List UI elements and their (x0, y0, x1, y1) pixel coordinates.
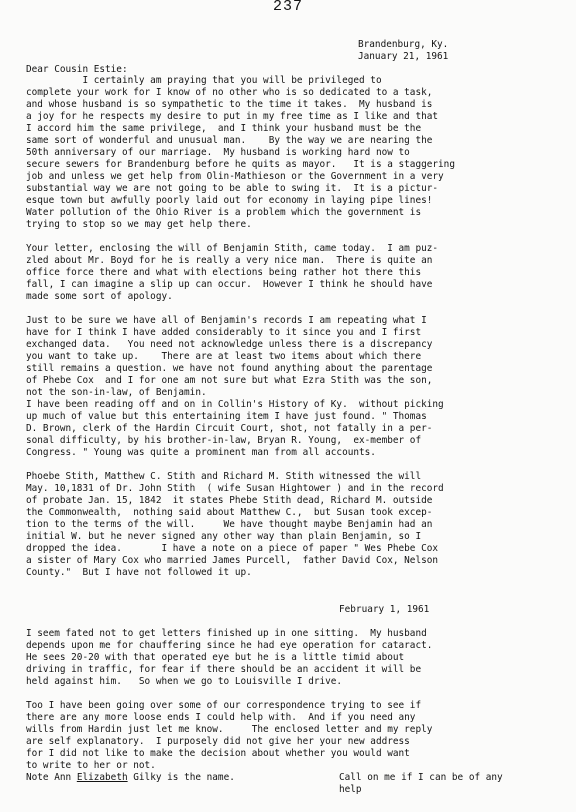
text-line: for I did not like to make the decision about whether you would want (26, 748, 410, 759)
text-line: complete your work for I know of no other who is so dedicated to a task, (26, 87, 433, 98)
note-suffix: Gilky is the name. (127, 772, 235, 783)
text-line: D. Brown, clerk of the Hardin Circuit Court, shot, not fatally in a per- (26, 423, 433, 434)
text-line: May. 10,1831 of Dr. John Stith ( wife Susan Hightower ) and in the record (26, 483, 444, 494)
text-line: Congress. " Young was quite a prominent man from all accounts. (26, 447, 376, 458)
closing-line-2: help (339, 784, 362, 795)
text-line: zled about Mr. Boyd for he is really a very nice man. There is quite an (26, 255, 433, 266)
page-number: 237 (272, 0, 303, 15)
second-date: February 1, 1961 (339, 604, 430, 615)
text-line: still remains a question. we have not found anything about the parentage (26, 363, 433, 374)
text-line: substantial way we are not going to be able to swing it. It is a pictur- (26, 183, 439, 194)
text-line: held against him. So when we go to Louisville I drive. (26, 676, 343, 687)
text-line: the Commonwealth, nothing said about Matthew C., but Susan took excep- (26, 507, 433, 518)
note-line (26, 772, 235, 784)
text-line: He sees 20-20 with that operated eye but he is a little timid about (26, 652, 405, 663)
letter-place: Brandenburg, Ky. (358, 39, 449, 50)
text-line: job and unless we get help from Olin-Mathieson or the Government in a very (26, 171, 444, 182)
text-line: Your letter, enclosing the will of Benjamin Stith, came today. I am puz- (26, 243, 439, 254)
text-line: and whose husband is so sympathetic to the time it takes. My husband is (26, 99, 433, 110)
text-line: of probate Jan. 15, 1842 it states Phebe Stith dead, Richard M. outside (26, 495, 433, 506)
text-line: have for I think I have added considerably to it since you and I first (26, 327, 422, 338)
text-line: to write to her or not. (26, 760, 156, 771)
letter-date: January 21, 1961 (358, 51, 449, 62)
text-line: driving in traffic, for fear if there should be an accident it will be (26, 664, 422, 675)
text-line: dropped the idea. I have a note on a piece of paper " Wes Phebe Cox (26, 543, 439, 554)
text-line: exchanged data. You need not acknowledge unless there is a discrepancy (26, 339, 433, 350)
text-line: County." But I have not followed it up. (26, 567, 252, 578)
text-line: office force there and what with elections being rather hot there this (26, 267, 422, 278)
text-line: initial W. but he never signed any other way than plain Benjamin, so I (26, 531, 422, 542)
text-line: there are any more loose ends I could help with. And if you need any (26, 712, 416, 723)
text-line: I accord him the same privilege, and I think your husband must be the (26, 123, 422, 134)
text-line: sonal difficulty, by his brother-in-law, Bryan R. Young, ex-member of (26, 435, 422, 446)
text-line: a sister of Mary Cox who married James Purcell, father David Cox, Nelson (26, 555, 439, 566)
text-line: esque town but awfully poorly laid out for economy in laying pipe lines! (26, 195, 433, 206)
closing-line-1: Call on me if I can be of any (339, 772, 503, 783)
text-line: not the son-in-law, of Benjamin. (26, 387, 207, 398)
text-line: I seem fated not to get letters finished up in one sitting. My husband (26, 628, 427, 639)
text-line: Just to be sure we have all of Benjamin's records I am repeating what I (26, 315, 427, 326)
text-line: Water pollution of the Ohio River is a problem which the government is (26, 207, 422, 218)
text-line: made some sort of apology. (26, 291, 173, 302)
text-line: I have been reading off and on in Collin's History of Ky. without picking (26, 399, 444, 410)
text-line: Too I have been going over some of our correspondence trying to see if (26, 700, 422, 711)
greeting: Dear Cousin Estie: (26, 64, 128, 75)
note-prefix: Note Ann (26, 772, 77, 783)
note-underlined-name: Elizabeth (76, 772, 128, 783)
text-line: secure sewers for Brandenburg before he quits as mayor. It is a staggering (26, 159, 455, 170)
text-line: same sort of wonderful and unusual man. By the way we are nearing the (26, 135, 433, 146)
text-line: I certainly am praying that you will be privileged to (26, 75, 382, 86)
text-line: Phoebe Stith, Matthew C. Stith and Richard M. Stith witnessed the will (26, 471, 422, 482)
text-line: a joy for he respects my desire to put in my free time as I like and that (26, 111, 439, 122)
text-line: you want to take up. There are at least two items about which there (26, 351, 422, 362)
text-line: trying to stop so we may get help there. (26, 219, 252, 230)
text-line: are self explanatory. I purposely did not give her your new address (26, 736, 410, 747)
text-line: 50th anniversary of our marriage. My husband is working hard now to (26, 147, 410, 158)
text-line: depends upon me for chauffering since he had eye operation for cataract. (26, 640, 433, 651)
text-line: tion to the terms of the will. We have thought maybe Benjamin had an (26, 519, 433, 530)
text-line: up much of value but this entertaining item I have just found. " Thomas (26, 411, 427, 422)
text-line: wills from Hardin just let me know. The enclosed letter and my reply (26, 724, 433, 735)
text-line: of Phebe Cox and I for one am not sure but what Ezra Stith was the son, (26, 375, 433, 386)
text-line: fall, I can imagine a slip up can occur. However I think he should have (26, 279, 433, 290)
